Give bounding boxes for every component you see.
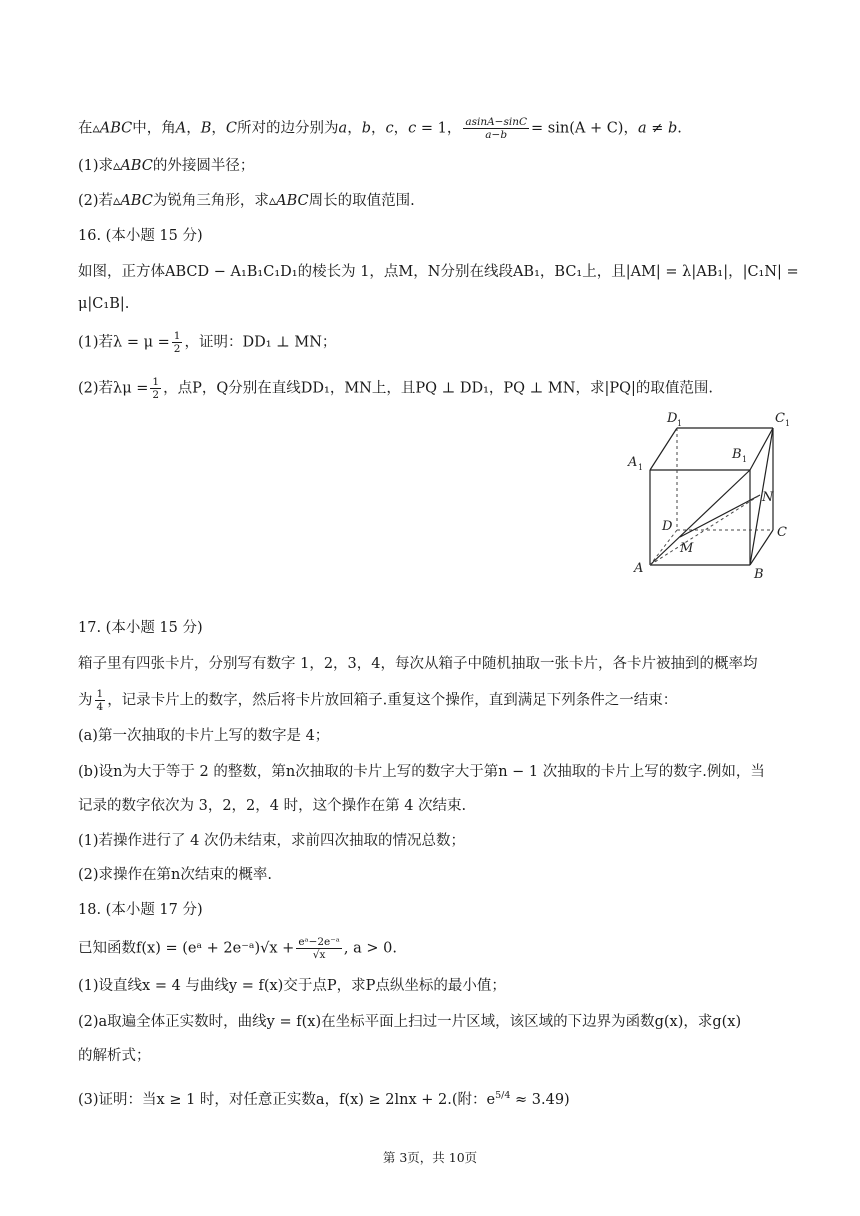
p16-stem-line1: 如图，正方体ABCD − A₁B₁C₁D₁的棱长为 1，点M，N分别在线段AB₁，BC₁上，且|AM| = λ|AB₁|，|C₁N| =: [78, 264, 799, 280]
label-C1: C: [775, 411, 785, 426]
label-B1: B: [732, 447, 742, 462]
svg-text:1: 1: [638, 463, 644, 472]
label-B: B: [754, 567, 764, 582]
p17-line3: (a)第一次抽取的卡片上写的数字是 4；: [78, 728, 330, 744]
p16-stem-line2: μ|C₁B|.: [78, 296, 130, 312]
p17-line7: (2)求操作在第n次结束的概率.: [78, 867, 272, 883]
cube-figure: [620, 400, 800, 590]
p17-line1: 箱子里有四张卡片，分别写有数字 1，2，3，4，每次从箱子中随机抽取一张卡片，各卡片被抽到的概率均: [78, 656, 758, 672]
p17-line2: 为 $\frac{1}{4}$ ，记录卡片上的数字，然后将卡片放回箱子.重复这个操作，直到满足下列条件之一结束：: [78, 688, 678, 713]
p17-line4: (b)设n为大于等于 2 的整数，第n次抽取的卡片上写的数字大于第n − 1 次抽取的卡片上写的数字.例如，当: [78, 764, 765, 780]
p15-q2: (2)若▵ABC为锐角三角形，求▵ABC周长的取值范围.: [78, 193, 415, 209]
svg-text:1: 1: [677, 419, 683, 428]
label-D1: D: [667, 411, 678, 426]
p15-q1: (1)求▵ABC的外接圆半径；: [78, 158, 255, 174]
hidden-edge-da: [650, 530, 677, 565]
page-footer: 第 3页，共 10页: [382, 1150, 478, 1165]
p17-heading: 17. (本小题 15 分): [78, 620, 203, 636]
p18-line1: 已知函数f(x) = (eᵃ + 2e⁻ᵃ)√x + $\frac{\text{eᵃ−2e⁻ᵃ}}{√x}$ , a > 0.: [78, 936, 397, 961]
label-N: N: [762, 490, 774, 505]
p18-heading: 18. (本小题 17 分): [78, 902, 203, 918]
label-D: D: [662, 519, 673, 534]
p18-line2: (1)设直线x = 4 与曲线y = f(x)交于点P，求P点纵坐标的最小值；: [78, 978, 506, 994]
edge-a1d1: [650, 428, 677, 470]
p16-heading: 16. (本小题 15 分): [78, 228, 203, 244]
p15-fraction: $\frac{asinA-\sin C}{a-b}$: [465, 116, 528, 141]
p16-q2: (2)若λμ = $\frac{1}{2}$ ，点P，Q分别在直线DD₁，MN上，且PQ ⊥ DD₁，PQ ⊥ MN，求|PQ|的取值范围.: [78, 376, 713, 401]
p17-line5: 记录的数字依次为 3，2，2，4 时，这个操作在第 4 次结束.: [78, 798, 467, 814]
label-A: A: [634, 561, 644, 576]
label-C: C: [777, 525, 787, 540]
p16-q1: (1)若λ = μ = $\frac{1}{2}$ ，证明：DD₁ ⊥ MN；: [78, 330, 337, 355]
segment-mn: [680, 495, 760, 537]
p18-line4: 的解析式；: [78, 1048, 151, 1064]
svg-text:1: 1: [785, 419, 791, 428]
p17-line6: (1)若操作进行了 4 次仍未结束，求前四次抽取的情况总数；: [78, 833, 465, 849]
label-M: M: [680, 541, 694, 556]
segment-ab1: [650, 470, 750, 565]
p18-line5: (3)证明：当x ≥ 1 时，对任意正实数a，f(x) ≥ 2lnx + 2.(附：$e^{5/4} \approx 3.49$): [78, 1090, 570, 1108]
svg-text:1: 1: [742, 455, 748, 464]
p18-line3: (2)a取遍全体正实数时，曲线y = f(x)在坐标平面上扫过一片区域，该区域的下边界为函数g(x)，求g(x): [78, 1014, 742, 1030]
p15-stem: 在▵ABC中，角A，B，C所对的边分别为a，b，c，c = 1， $\frac{asinA-\sin C}{a-b}$ = sin(A + C)，a ≠ b.: [78, 116, 682, 141]
label-A1: A: [628, 455, 638, 470]
